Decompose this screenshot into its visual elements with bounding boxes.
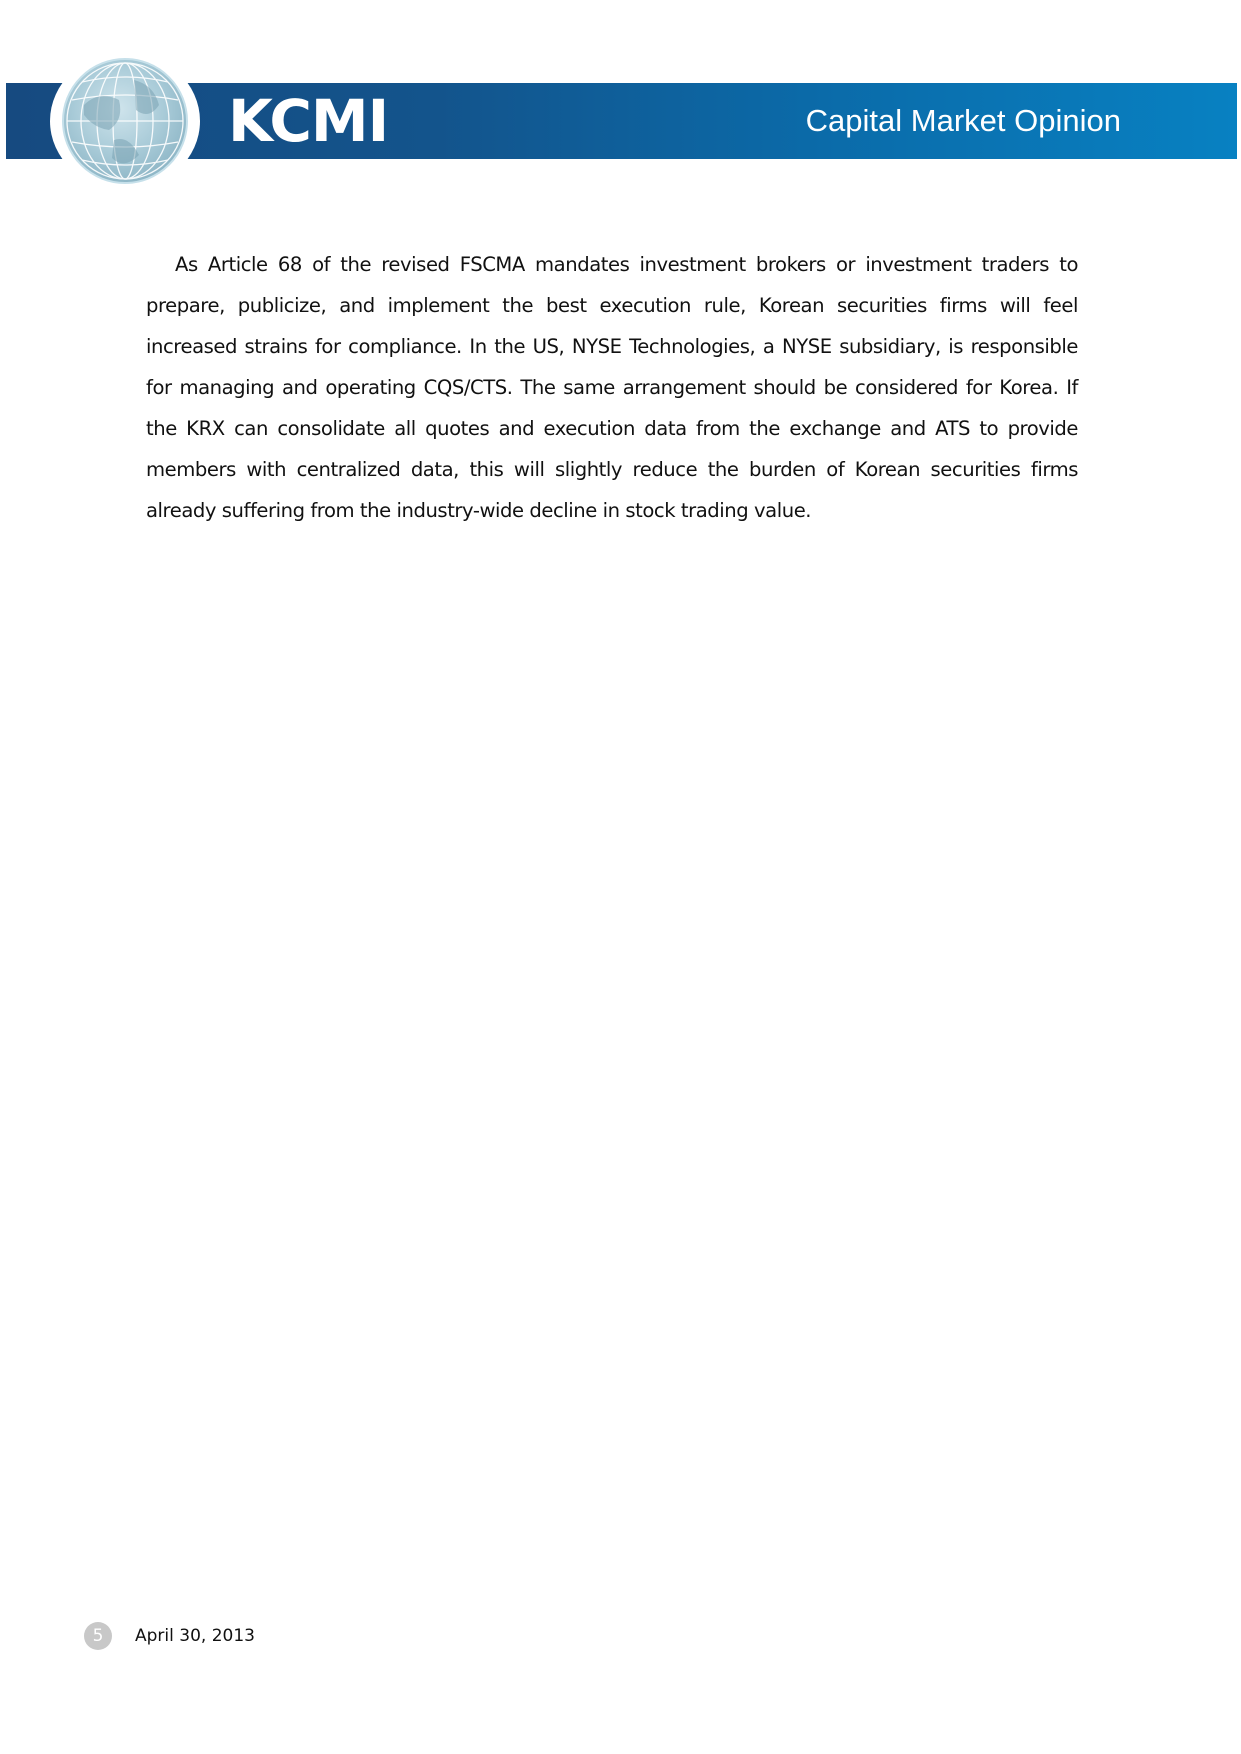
logo-text: KCMI bbox=[228, 87, 389, 155]
page-footer bbox=[84, 1622, 255, 1650]
globe-icon bbox=[62, 58, 188, 184]
page-number-badge: 5 bbox=[84, 1622, 112, 1650]
body-paragraph: As Article 68 of the revised FSCMA mandates investment brokers or investment traders to prepare, publicize, and implement the best execution rule, Korean securities firms will feel increased strains for compliance. In the US, NYSE Technologies, a NYSE subsidiary, is responsible for managing and operating CQS/CTS. The same arrangement should be considered for Korea. If the KRX can consolidate all quotes and execution data from the exchange and ATS to provide members with centralized data, this will slightly reduce the burden of Korean securities firms already suffering from the industry-wide decline in stock trading value. bbox=[146, 253, 1078, 522]
series-title: Capital Market Opinion bbox=[805, 103, 1121, 138]
logo-globe bbox=[50, 52, 200, 190]
publication-date: April 30, 2013 bbox=[135, 1626, 255, 1646]
